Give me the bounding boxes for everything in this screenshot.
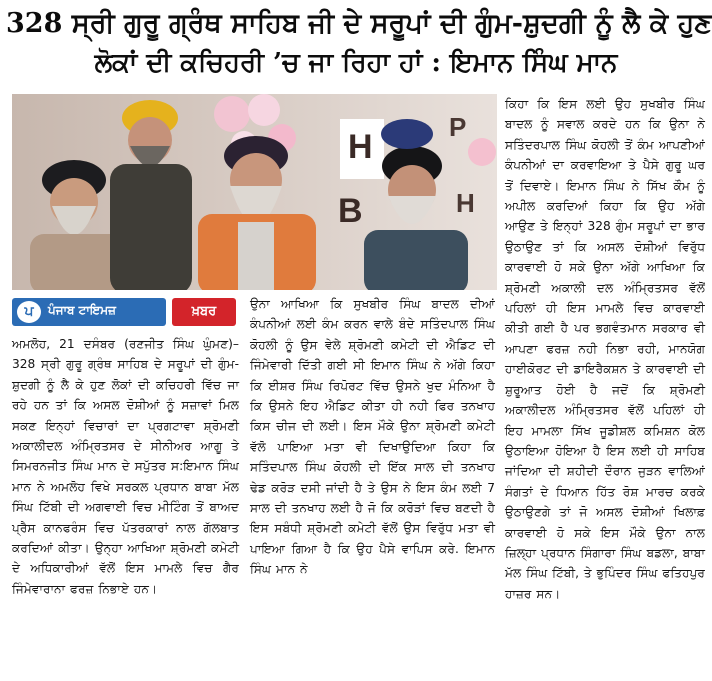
banner-letter: B — [338, 192, 363, 230]
news-photo-illustration — [12, 94, 497, 290]
article-headline — [6, 4, 712, 82]
news-tag: ਖ਼ਬਰ — [172, 298, 236, 326]
news-photo — [12, 94, 497, 290]
brand-logo-icon: ਪ — [17, 301, 41, 323]
banner-letter: P — [449, 112, 467, 142]
article-column-2: ਉਨਾ ਆਖਿਆ ਕਿ ਸੁਖਬੀਰ ਸਿੰਘ ਬਾਦਲ ਦੀਆਂ ਕੰਪਨੀਆਂ ਲਈ ਕੰਮ ਕਰਨ ਵਾਲੇ ਬੰਦੇ ਸਤਿੰਦਪਾਲ ਸਿੰਘ ਕੋਹਲੀ ਨੂੰ ਉਸ ਵੇਲੇ ਸ਼੍ਰੋਮਣੀ ਕਮੇਟੀ ਦੀ ਐਡਿਟ ਦੀ ਜਿੰਮੇਵਾਰੀ ਦਿੱਤੀ ਗਈ ਸੀ ਇਮਾਨ ਸਿੰਘ ਨੇ ਅੱਗੇ ਕਿਹਾ ਕਿ ਈਸ਼ਰ ਸਿੰਘ ਰਿਪੋਰਟ ਵਿੱਚ ਉਸਨੇ ਖੁਦ ਮੰਨਿਆ ਹੈ ਕਿ ਉਸਨੇ ਇਹ ਐਡਿਟ ਕੀਤਾ ਹੀ ਨਹੀ ਫਿਰ ਤਨਖਾਹ ਕਿਸ ਚੀਜ ਦੀ ਲਈ। ਇਸ ਮੌਕੇ ਉਨਾ ਸ਼੍ਰੋਮਣੀ ਕਮੇਟੀ ਵੱਲੋ ਪਾਇਆ ਮਤਾ ਵੀ ਦਿਖਾਉਦਿਆ ਕਿਹਾ ਕਿ ਸਤਿੰਦਪਾਲ ਸਿੰਘ ਕੋਹਲੀ ਦੀ ਇੱਕ ਸਾਲ ਦੀ ਤਨਖਾਹ ਢੇਡ ਕਰੋੜ ਦਸੀ ਜਾਂਦੀ ਹੈ ਤੇ ਉਸ ਨੇ ਇਸ ਕੰਮ ਲਈ 7 ਸਾਲ ਦੀ ਤਨਖਾਹ ਲਈ ਹੈ ਜੋ ਕਿ ਕਰੋੜਾਂ ਵਿਚ ਬਣਦੀ ਹੈ ਇਸ ਸਬੰਧੀ ਸ਼੍ਰੋਮਣੀ ਕਮੇਟੀ ਵੱਲੋਂ ਉਸ ਵਿਰੁੱਧ ਮਤਾ ਵੀ ਪਾਇਆ ਗਿਆ ਹੈ ਕਿ ਉਹ ਪੈਸੇ ਵਾਪਿਸ ਕਰੇ. ਇਮਾਨ ਸਿੰਘ ਮਾਨ ਨੇ — [250, 297, 495, 577]
brand-badge — [12, 298, 166, 326]
article-column-3: ਕਿਹਾ ਕਿ ਇਸ ਲਈ ਉਹ ਸੁਖਬੀਰ ਸਿੰਘ ਬਾਦਲ ਨੂੰ ਸਵਾਲ ਕਰਦੇ ਹਨ ਕਿ ਉਨਾ ਨੇ ਸਤਿੰਦਰਪਾਲ ਸਿੰਘ ਕੋਹਲੀ ਤੋਂ ਕੰਮ ਆਪਣੀਆਂ ਕੰਪਨੀਆਂ ਦਾ ਕਰਵਾਇਆ ਤੇ ਪੈਸੇ ਗੁਰੂ ਘਰ ਤੋਂ ਦਿਵਾਏ। ਇਮਾਨ ਸਿੰਘ ਨੇ ਸਿੱਖ ਕੌਮ ਨੂੰ ਅਪੀਲ ਕਰਦਿਆਂ ਕਿਹਾ ਕਿ ਉਹ ਅੱਗੇ ਆਉਣ ਤੇ ਇਨ੍ਹਾਂ 328 ਗੁੰਮ ਸਰੂਪਾਂ ਦਾ ਭਾਰ ਉਠਾਉਣ ਤਾਂ ਕਿ ਅਸਲ ਦੋਸ਼ੀਆਂ ਵਿਰੁੱਧ ਕਾਰਵਾਈ ਹੋ ਸਕੇ ਉਨਾ ਅੱਗੇ ਆਖਿਆ ਕਿ ਸ਼੍ਰੋਮਣੀ ਅਕਾਲੀ ਦਲ ਅੰਮ੍ਰਿਤਸਰ ਵੱਲੋਂ ਪਹਿਲਾਂ ਹੀ ਇਸ ਮਾਮਲੇ ਵਿਚ ਕਾਰਵਾਈ ਕੀਤੀ ਗਈ ਹੈ ਪਰ ਭਗਵੰਤਮਾਨ ਸਰਕਾਰ ਵੀ ਆਪਣਾ ਫਰਜ਼ ਨਹੀ ਨਿਭਾ ਰਹੀ, ਮਾਨਯੋਗ ਹਾਈਕੋਰਟ ਦੀ ਡਾਇਰੈਕਸ਼ਨ ਤੇ ਕਾਰਵਾਈ ਦੀ ਸ਼ੁਰੂਆਤ ਹੋਈ ਹੈ ਜਦੋਂ ਕਿ ਸ਼੍ਰੋਮਣੀ ਅਕਾਲੀਦਲ ਅੰਮ੍ਰਿਤਸਰ ਵੱਲੋਂ ਪਹਿਲਾਂ ਹੀ ਇਹ ਮਾਮਲਾ ਸਿੱਖ ਜੂਡੀਸ਼ਲ ਕਮਿਸ਼ਨ ਕੋਲ ਉਠਾਇਆ ਹੋਇਆ ਹੈ ਇਸ ਲਈ ਹੀ ਸਾਹਿਬ ਜਾਂਦਿਆ ਦੀ ਸ਼ਹੀਦੀ ਦੌਰਾਨ ਜੁੜਨ ਵਾਲਿਆਂ ਸੰਗਤਾਂ ਦੇ ਧਿਆਨ ਹਿੱਤ ਰੋਸ਼ ਮਾਰਚ ਕਰਕੇ ਉਠਾਉਣਗੇ ਤਾਂ ਜੋ ਅਸਲ ਦੋਸ਼ੀਆਂ ਖਿਲਾਫ਼ ਕਾਰਵਾਈ ਹੋ ਸਕੇ ਇਸ ਮੌਕੇ ਉਨਾ ਨਾਲ ਜ਼ਿਲ੍ਹਾ ਪ੍ਰਧਾਨ ਸਿੰਗਾਰਾ ਸਿੰਘ ਬਡਲਾ, ਬਾਬਾ ਮੱਲ ਸਿੰਘ ਟਿੱਬੀ, ਤੇ ਭੁਪਿੰਦਰ ਸਿੰਘ ਫਤਿਹਪੁਰ ਹਾਜ਼ਰ ਸਨ। — [505, 97, 705, 601]
article-column-1: ਅਮਲੋਹ, 21 ਦਸੰਬਰ (ਰਣਜੀਤ ਸਿੰਘ ਘੁੰਮਣ)– 328 ਸ੍ਰੀ ਗੁਰੂ ਗ੍ਰੰਥ ਸਾਹਿਬ ਦੇ ਸਰੂਪਾਂ ਦੀ ਗੁੰਮ-ਸ਼ੁਦਗੀ ਨੂੰ ਲੈ ਕੇ ਹੁਣ ਲੋਕਾਂ ਦੀ ਕਚਿਹਰੀ ਵਿੱਚ ਜਾ ਰਹੇ ਹਨ ਤਾਂ ਕਿ ਅਸਲ ਦੋਸ਼ੀਆਂ ਨੂੰ ਸਜ਼ਾਵਾਂ ਮਿਲ ਸਕਣ ਇਨ੍ਹਾਂ ਵਿਚਾਰਾਂ ਦਾ ਪ੍ਰਗਟਾਵਾ ਸ਼੍ਰੋਮਣੀ ਅਕਾਲੀਦਲ ਅੰਮ੍ਰਿਤਸਰ ਦੇ ਸੀਨੀਅਰ ਆਗੂ ਤੇ ਸਿਮਰਨਜੀਤ ਸਿੰਘ ਮਾਨ ਦੇ ਸਪੁੱਤਰ ਸ:ਇਮਾਨ ਸਿੰਘ ਮਾਨ ਨੇ ਅਮਲੋਹ ਵਿਖੇ ਸਰਕਲ ਪ੍ਰਧਾਨ ਬਾਬਾ ਮੱਲ ਸਿੰਘ ਟਿੱਬੀ ਦੀ ਅਗਵਾਈ ਵਿਚ ਮੀਟਿੰਗ ਤੋਂ ਬਾਅਦ ਪ੍ਰੈਸ ਕਾਨਫਰੰਸ ਵਿਚ ਪੱਤਰਕਾਰਾਂ ਨਾਲ ਗੱਲਬਾਤ ਕਰਦਿਆਂ ਕੀਤਾ। ਉਨ੍ਹਾ ਆਖਿਆ ਸ਼੍ਰੋਮਣੀ ਕਮੇਟੀ ਦੇ ਅਧਿਕਾਰੀਆਂ ਵੱਲੋਂ ਇਸ ਮਾਮਲੇ ਵਿਚ ਗੈਰ ਜਿੰਮੇਵਾਰਾਨਾ ਫਰਜ਼ ਨਿਭਾਏ ਹਨ। — [12, 337, 239, 596]
headline-line-1: 328 ਸ੍ਰੀ ਗੁਰੂ ਗ੍ਰੰਥ ਸਾਹਿਬ ਜੀ ਦੇ ਸਰੂਪਾਂ ਦੀ ਗੁੰਮ-ਸ਼ੁਦਗੀ ਨੂੰ ਲੈ ਕੇ ਹੁਣ — [6, 8, 712, 39]
banner-letter: H — [456, 188, 475, 218]
brand-name: ਪੰਜਾਬ ਟਾਇਮਜ਼ — [48, 303, 116, 317]
banner-letter: H — [348, 128, 373, 166]
headline-line-2: ਲੋਕਾਂ ਦੀ ਕਚਿਹਰੀ ’ਚ ਜਾ ਰਿਹਾ ਹਾਂ : ਇਮਾਨ ਸਿੰਘ ਮਾਨ — [94, 48, 618, 78]
publication-brand — [12, 298, 240, 328]
